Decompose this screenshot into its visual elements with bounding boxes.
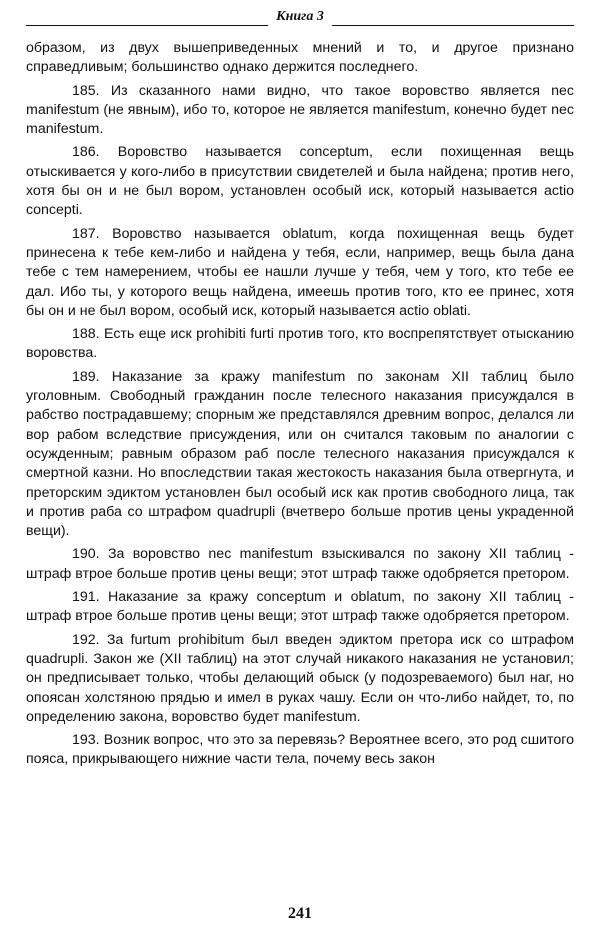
paragraph-188: 188. Есть еще иск prohibiti furti против того, кто воспрепятствует отысканию воровства. [26, 326, 574, 362]
page-number: 241 [288, 905, 312, 922]
page-body [26, 39, 574, 774]
paragraph-continuation: образом, из двух вышеприведенных мнений и то, и другое признано справедливым; большинство однако держится последнего. [26, 40, 574, 76]
paragraph-189: 189. Наказание за кражу manifestum по законам XII таблиц было уголовным. Свободный гражданин после телесного наказания присуждался в рабство пострадавшему; спорным же представлялся древним вопрос, делался ли вор рабом вследствие присуждения, или он считался таковым по аналогии с осужденным; равным образом раб после телесного наказания присуждался к смертной казни. Но впоследствии такая жестокость наказания была отвергнута, и преторским эдиктом установлен был особый иск как против свободного лица, так и против раба со штрафом quadrupli (вчетверо больше против цены украденной вещи). [26, 368, 574, 540]
paragraph-187: 187. Воровство называется oblatum, когда похищенная вещь будет принесена к тебе кем-либо и найдена у тебя, если, например, вещь была дана тебе с тем намерением, чтобы ее нашли лучше у тебя, чем у того, кто тебе ее дал. Ибо ты, у которого вещь найдена, имеешь против того, кто ее принес, хотя бы он и не был вором, особый иск, который называется actio oblati. [26, 225, 574, 319]
paragraph-185: 185. Из сказанного нами видно, что такое воровство является nec manifestum (не явным), ибо то, которое не является manifestum, конечно будет nec manifestum. [26, 82, 574, 138]
paragraph-190: 190. За воровство nec manifestum взыскивался по закону XII таблиц - штраф втрое больше против цены вещи; этот штраф также одобряется претором. [26, 546, 574, 582]
paragraph-191: 191. Наказание за кражу conceptum и oblatum, по закону XII таблиц - штраф втрое больше против цены вещи; этот штраф также одобряется претором. [26, 589, 574, 625]
paragraph-193: 193. Возник вопрос, что это за перевязь? Вероятнее всего, это род сшитого пояса, прикрывающего нижние части тела, почему весь закон [26, 732, 574, 768]
paragraph-192: 192. За furtum prohibitum был введен эдиктом претора иск со штрафом quadrupli. Закон же (XII таблиц) на этот случай никакого наказания не установил; он предписывает только, чтобы делающий обыск (у подозреваемого) был наг, но опоясан холстяною прядью и имел в руках чашу. Если он что-либо найдет, то, по определению закона, воровство будет manifestum. [26, 631, 574, 725]
book-title: Книга 3 [268, 8, 332, 26]
running-header [26, 8, 574, 28]
paragraph-186: 186. Воровство называется conceptum, если похищенная вещь отыскивается у кого-либо в присутствии свидетелей и была найдена; против него, хотя бы он и не был вором, установлен особый иск, который называется actio concepti. [26, 144, 574, 219]
